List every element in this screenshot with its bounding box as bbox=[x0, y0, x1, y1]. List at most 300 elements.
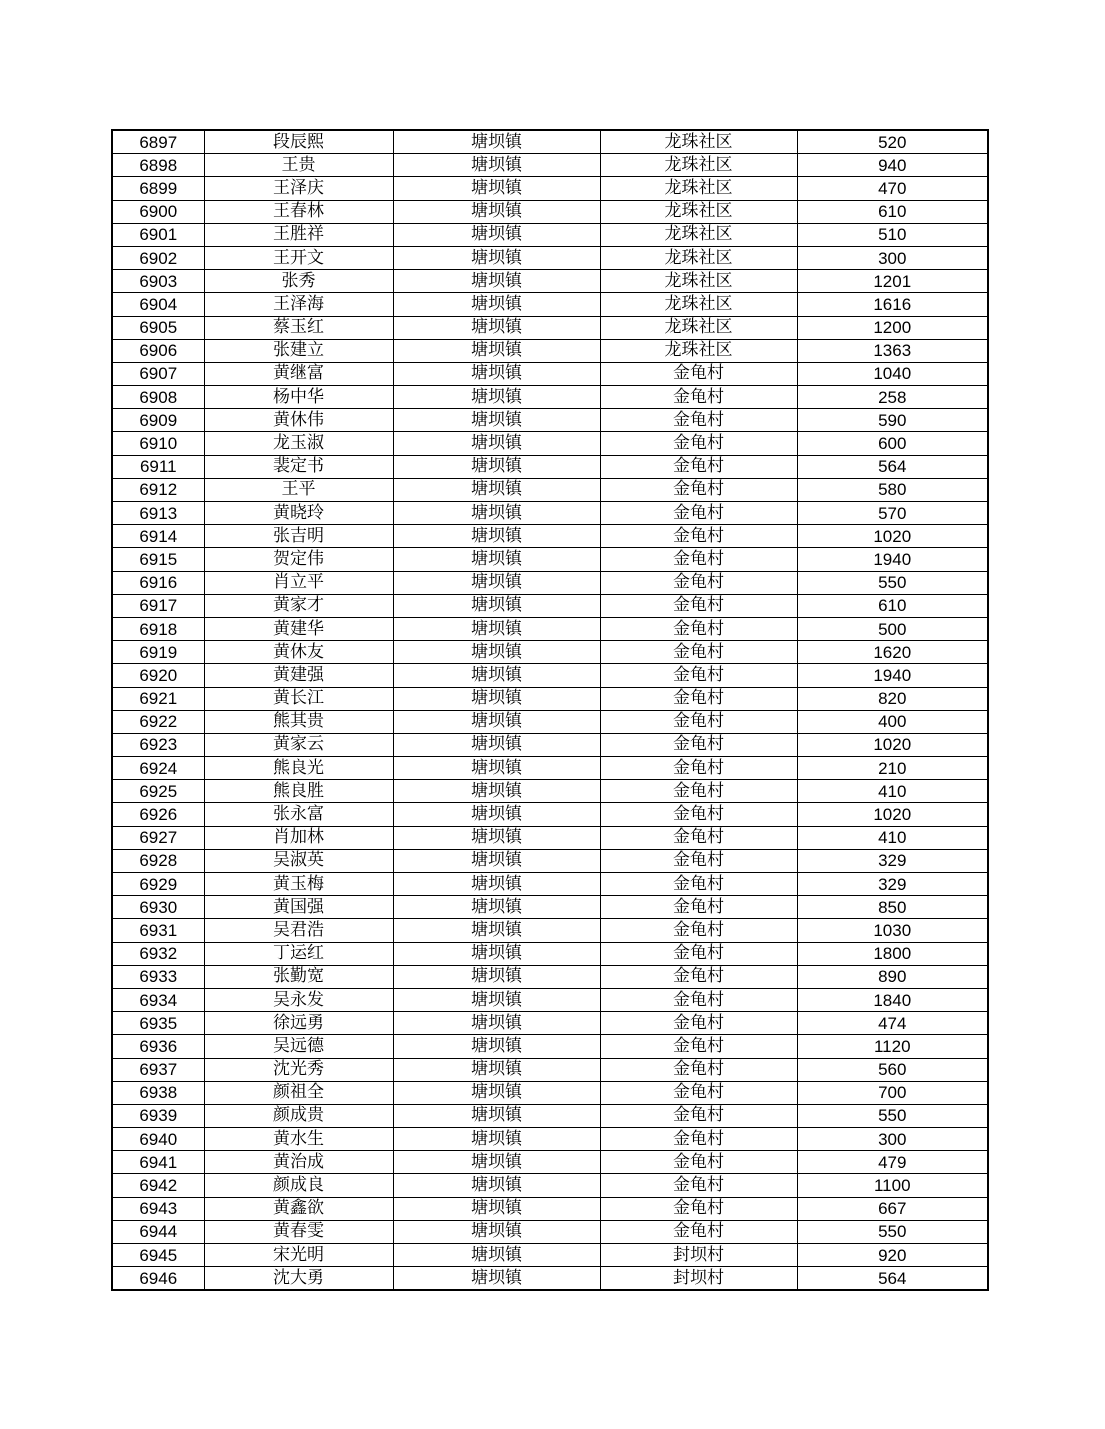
row-number-cell: 6913 bbox=[112, 502, 204, 525]
row-number-cell: 6924 bbox=[112, 757, 204, 780]
table-row bbox=[112, 1035, 988, 1058]
table-row bbox=[112, 1058, 988, 1081]
row-number-cell: 6922 bbox=[112, 710, 204, 733]
village-cell: 金龟村 bbox=[600, 849, 797, 872]
town-cell: 塘坝镇 bbox=[393, 594, 600, 617]
town-cell: 塘坝镇 bbox=[393, 873, 600, 896]
row-number-cell: 6942 bbox=[112, 1174, 204, 1197]
village-cell: 金龟村 bbox=[600, 733, 797, 756]
row-number-cell: 6910 bbox=[112, 432, 204, 455]
name-cell: 黄建华 bbox=[204, 617, 393, 640]
town-cell: 塘坝镇 bbox=[393, 223, 600, 246]
town-cell: 塘坝镇 bbox=[393, 641, 600, 664]
name-cell: 熊良光 bbox=[204, 757, 393, 780]
amount-cell: 850 bbox=[797, 896, 988, 919]
amount-cell: 600 bbox=[797, 432, 988, 455]
village-cell: 金龟村 bbox=[600, 710, 797, 733]
table-row bbox=[112, 200, 988, 223]
village-cell: 封坝村 bbox=[600, 1244, 797, 1267]
amount-cell: 570 bbox=[797, 502, 988, 525]
name-cell: 肖加林 bbox=[204, 826, 393, 849]
village-cell: 金龟村 bbox=[600, 455, 797, 478]
data-table bbox=[111, 129, 989, 1291]
amount-cell: 1201 bbox=[797, 270, 988, 293]
row-number-cell: 6914 bbox=[112, 525, 204, 548]
amount-cell: 258 bbox=[797, 386, 988, 409]
row-number-cell: 6911 bbox=[112, 455, 204, 478]
row-number-cell: 6939 bbox=[112, 1104, 204, 1127]
town-cell: 塘坝镇 bbox=[393, 548, 600, 571]
amount-cell: 700 bbox=[797, 1081, 988, 1104]
village-cell: 金龟村 bbox=[600, 1220, 797, 1243]
name-cell: 吴远德 bbox=[204, 1035, 393, 1058]
row-number-cell: 6941 bbox=[112, 1151, 204, 1174]
town-cell: 塘坝镇 bbox=[393, 386, 600, 409]
row-number-cell: 6938 bbox=[112, 1081, 204, 1104]
town-cell: 塘坝镇 bbox=[393, 1128, 600, 1151]
amount-cell: 1020 bbox=[797, 803, 988, 826]
town-cell: 塘坝镇 bbox=[393, 1174, 600, 1197]
table-row bbox=[112, 432, 988, 455]
row-number-cell: 6897 bbox=[112, 130, 204, 154]
amount-cell: 1800 bbox=[797, 942, 988, 965]
row-number-cell: 6932 bbox=[112, 942, 204, 965]
table-row bbox=[112, 1012, 988, 1035]
name-cell: 黄水生 bbox=[204, 1128, 393, 1151]
amount-cell: 920 bbox=[797, 1244, 988, 1267]
amount-cell: 510 bbox=[797, 223, 988, 246]
amount-cell: 610 bbox=[797, 594, 988, 617]
village-cell: 金龟村 bbox=[600, 1128, 797, 1151]
table-row bbox=[112, 293, 988, 316]
village-cell: 金龟村 bbox=[600, 1174, 797, 1197]
table-row bbox=[112, 571, 988, 594]
town-cell: 塘坝镇 bbox=[393, 525, 600, 548]
amount-cell: 300 bbox=[797, 1128, 988, 1151]
village-cell: 金龟村 bbox=[600, 502, 797, 525]
amount-cell: 1840 bbox=[797, 988, 988, 1011]
town-cell: 塘坝镇 bbox=[393, 1244, 600, 1267]
town-cell: 塘坝镇 bbox=[393, 849, 600, 872]
table-row bbox=[112, 316, 988, 339]
name-cell: 黄玉梅 bbox=[204, 873, 393, 896]
name-cell: 张吉明 bbox=[204, 525, 393, 548]
name-cell: 蔡玉红 bbox=[204, 316, 393, 339]
name-cell: 杨中华 bbox=[204, 386, 393, 409]
town-cell: 塘坝镇 bbox=[393, 1058, 600, 1081]
name-cell: 张秀 bbox=[204, 270, 393, 293]
village-cell: 龙珠社区 bbox=[600, 154, 797, 177]
table-row bbox=[112, 1151, 988, 1174]
table-row bbox=[112, 1128, 988, 1151]
town-cell: 塘坝镇 bbox=[393, 270, 600, 293]
table-row bbox=[112, 710, 988, 733]
table-row bbox=[112, 826, 988, 849]
town-cell: 塘坝镇 bbox=[393, 826, 600, 849]
village-cell: 金龟村 bbox=[600, 919, 797, 942]
name-cell: 黄晓玲 bbox=[204, 502, 393, 525]
town-cell: 塘坝镇 bbox=[393, 664, 600, 687]
village-cell: 龙珠社区 bbox=[600, 130, 797, 154]
table-row bbox=[112, 362, 988, 385]
table-row bbox=[112, 664, 988, 687]
row-number-cell: 6933 bbox=[112, 965, 204, 988]
table-row bbox=[112, 1197, 988, 1220]
village-cell: 金龟村 bbox=[600, 687, 797, 710]
town-cell: 塘坝镇 bbox=[393, 316, 600, 339]
amount-cell: 590 bbox=[797, 409, 988, 432]
village-cell: 金龟村 bbox=[600, 594, 797, 617]
town-cell: 塘坝镇 bbox=[393, 942, 600, 965]
village-cell: 金龟村 bbox=[600, 432, 797, 455]
row-number-cell: 6902 bbox=[112, 246, 204, 269]
row-number-cell: 6940 bbox=[112, 1128, 204, 1151]
row-number-cell: 6944 bbox=[112, 1220, 204, 1243]
amount-cell: 1620 bbox=[797, 641, 988, 664]
town-cell: 塘坝镇 bbox=[393, 478, 600, 501]
amount-cell: 329 bbox=[797, 873, 988, 896]
name-cell: 吴君浩 bbox=[204, 919, 393, 942]
amount-cell: 610 bbox=[797, 200, 988, 223]
table-row bbox=[112, 154, 988, 177]
name-cell: 黄治成 bbox=[204, 1151, 393, 1174]
table-row bbox=[112, 1267, 988, 1291]
table-row bbox=[112, 803, 988, 826]
village-cell: 金龟村 bbox=[600, 1058, 797, 1081]
town-cell: 塘坝镇 bbox=[393, 710, 600, 733]
amount-cell: 1020 bbox=[797, 733, 988, 756]
table-row bbox=[112, 409, 988, 432]
village-cell: 金龟村 bbox=[600, 757, 797, 780]
town-cell: 塘坝镇 bbox=[393, 1151, 600, 1174]
town-cell: 塘坝镇 bbox=[393, 687, 600, 710]
row-number-cell: 6916 bbox=[112, 571, 204, 594]
village-cell: 金龟村 bbox=[600, 780, 797, 803]
name-cell: 宋光明 bbox=[204, 1244, 393, 1267]
town-cell: 塘坝镇 bbox=[393, 780, 600, 803]
town-cell: 塘坝镇 bbox=[393, 200, 600, 223]
village-cell: 金龟村 bbox=[600, 873, 797, 896]
village-cell: 封坝村 bbox=[600, 1267, 797, 1291]
village-cell: 金龟村 bbox=[600, 409, 797, 432]
amount-cell: 1616 bbox=[797, 293, 988, 316]
name-cell: 贺定伟 bbox=[204, 548, 393, 571]
village-cell: 金龟村 bbox=[600, 826, 797, 849]
table-row bbox=[112, 386, 988, 409]
name-cell: 黄继富 bbox=[204, 362, 393, 385]
table-row bbox=[112, 478, 988, 501]
row-number-cell: 6925 bbox=[112, 780, 204, 803]
name-cell: 王胜祥 bbox=[204, 223, 393, 246]
village-cell: 龙珠社区 bbox=[600, 200, 797, 223]
town-cell: 塘坝镇 bbox=[393, 617, 600, 640]
name-cell: 沈光秀 bbox=[204, 1058, 393, 1081]
town-cell: 塘坝镇 bbox=[393, 130, 600, 154]
row-number-cell: 6920 bbox=[112, 664, 204, 687]
town-cell: 塘坝镇 bbox=[393, 1104, 600, 1127]
amount-cell: 1100 bbox=[797, 1174, 988, 1197]
village-cell: 龙珠社区 bbox=[600, 223, 797, 246]
town-cell: 塘坝镇 bbox=[393, 502, 600, 525]
town-cell: 塘坝镇 bbox=[393, 1081, 600, 1104]
village-cell: 金龟村 bbox=[600, 386, 797, 409]
amount-cell: 890 bbox=[797, 965, 988, 988]
name-cell: 王开文 bbox=[204, 246, 393, 269]
table-row bbox=[112, 641, 988, 664]
row-number-cell: 6927 bbox=[112, 826, 204, 849]
table-row bbox=[112, 177, 988, 200]
name-cell: 王贵 bbox=[204, 154, 393, 177]
village-cell: 金龟村 bbox=[600, 1151, 797, 1174]
row-number-cell: 6906 bbox=[112, 339, 204, 362]
row-number-cell: 6898 bbox=[112, 154, 204, 177]
name-cell: 段辰熙 bbox=[204, 130, 393, 154]
row-number-cell: 6919 bbox=[112, 641, 204, 664]
row-number-cell: 6935 bbox=[112, 1012, 204, 1035]
town-cell: 塘坝镇 bbox=[393, 919, 600, 942]
village-cell: 金龟村 bbox=[600, 1081, 797, 1104]
amount-cell: 210 bbox=[797, 757, 988, 780]
village-cell: 金龟村 bbox=[600, 1035, 797, 1058]
row-number-cell: 6918 bbox=[112, 617, 204, 640]
row-number-cell: 6917 bbox=[112, 594, 204, 617]
amount-cell: 550 bbox=[797, 1104, 988, 1127]
town-cell: 塘坝镇 bbox=[393, 177, 600, 200]
row-number-cell: 6905 bbox=[112, 316, 204, 339]
amount-cell: 474 bbox=[797, 1012, 988, 1035]
amount-cell: 550 bbox=[797, 1220, 988, 1243]
name-cell: 徐远勇 bbox=[204, 1012, 393, 1035]
village-cell: 金龟村 bbox=[600, 965, 797, 988]
town-cell: 塘坝镇 bbox=[393, 1220, 600, 1243]
village-cell: 金龟村 bbox=[600, 617, 797, 640]
table-row bbox=[112, 780, 988, 803]
table-row bbox=[112, 919, 988, 942]
amount-cell: 1940 bbox=[797, 664, 988, 687]
row-number-cell: 6907 bbox=[112, 362, 204, 385]
table-row bbox=[112, 246, 988, 269]
village-cell: 金龟村 bbox=[600, 571, 797, 594]
name-cell: 裴定书 bbox=[204, 455, 393, 478]
village-cell: 金龟村 bbox=[600, 988, 797, 1011]
village-cell: 龙珠社区 bbox=[600, 270, 797, 293]
name-cell: 黄国强 bbox=[204, 896, 393, 919]
row-number-cell: 6929 bbox=[112, 873, 204, 896]
amount-cell: 300 bbox=[797, 246, 988, 269]
name-cell: 黄家才 bbox=[204, 594, 393, 617]
village-cell: 金龟村 bbox=[600, 548, 797, 571]
amount-cell: 1940 bbox=[797, 548, 988, 571]
row-number-cell: 6901 bbox=[112, 223, 204, 246]
village-cell: 金龟村 bbox=[600, 1012, 797, 1035]
row-number-cell: 6904 bbox=[112, 293, 204, 316]
town-cell: 塘坝镇 bbox=[393, 362, 600, 385]
name-cell: 王泽庆 bbox=[204, 177, 393, 200]
amount-cell: 1030 bbox=[797, 919, 988, 942]
amount-cell: 1200 bbox=[797, 316, 988, 339]
name-cell: 熊其贵 bbox=[204, 710, 393, 733]
amount-cell: 564 bbox=[797, 1267, 988, 1291]
table-row bbox=[112, 1174, 988, 1197]
town-cell: 塘坝镇 bbox=[393, 455, 600, 478]
town-cell: 塘坝镇 bbox=[393, 432, 600, 455]
village-cell: 金龟村 bbox=[600, 1104, 797, 1127]
town-cell: 塘坝镇 bbox=[393, 1267, 600, 1291]
table-row bbox=[112, 594, 988, 617]
table-row bbox=[112, 1220, 988, 1243]
table-row bbox=[112, 1104, 988, 1127]
town-cell: 塘坝镇 bbox=[393, 896, 600, 919]
row-number-cell: 6909 bbox=[112, 409, 204, 432]
amount-cell: 1020 bbox=[797, 525, 988, 548]
name-cell: 黄建强 bbox=[204, 664, 393, 687]
row-number-cell: 6936 bbox=[112, 1035, 204, 1058]
amount-cell: 560 bbox=[797, 1058, 988, 1081]
row-number-cell: 6934 bbox=[112, 988, 204, 1011]
village-cell: 金龟村 bbox=[600, 478, 797, 501]
table-row bbox=[112, 1081, 988, 1104]
village-cell: 金龟村 bbox=[600, 942, 797, 965]
table-body bbox=[112, 130, 988, 1290]
table-row bbox=[112, 988, 988, 1011]
amount-cell: 550 bbox=[797, 571, 988, 594]
table-row bbox=[112, 617, 988, 640]
table-row bbox=[112, 965, 988, 988]
table-row bbox=[112, 849, 988, 872]
table-row bbox=[112, 733, 988, 756]
name-cell: 颜成良 bbox=[204, 1174, 393, 1197]
village-cell: 龙珠社区 bbox=[600, 246, 797, 269]
name-cell: 龙玉淑 bbox=[204, 432, 393, 455]
amount-cell: 820 bbox=[797, 687, 988, 710]
table-row bbox=[112, 896, 988, 919]
row-number-cell: 6912 bbox=[112, 478, 204, 501]
village-cell: 金龟村 bbox=[600, 803, 797, 826]
row-number-cell: 6937 bbox=[112, 1058, 204, 1081]
amount-cell: 500 bbox=[797, 617, 988, 640]
name-cell: 张建立 bbox=[204, 339, 393, 362]
name-cell: 黄休友 bbox=[204, 641, 393, 664]
town-cell: 塘坝镇 bbox=[393, 1197, 600, 1220]
town-cell: 塘坝镇 bbox=[393, 293, 600, 316]
table-row bbox=[112, 502, 988, 525]
name-cell: 丁运红 bbox=[204, 942, 393, 965]
village-cell: 龙珠社区 bbox=[600, 293, 797, 316]
name-cell: 颜成贵 bbox=[204, 1104, 393, 1127]
village-cell: 金龟村 bbox=[600, 641, 797, 664]
table-row bbox=[112, 270, 988, 293]
town-cell: 塘坝镇 bbox=[393, 339, 600, 362]
amount-cell: 470 bbox=[797, 177, 988, 200]
row-number-cell: 6928 bbox=[112, 849, 204, 872]
table-row bbox=[112, 548, 988, 571]
name-cell: 黄长江 bbox=[204, 687, 393, 710]
town-cell: 塘坝镇 bbox=[393, 1035, 600, 1058]
table-row bbox=[112, 455, 988, 478]
row-number-cell: 6931 bbox=[112, 919, 204, 942]
amount-cell: 940 bbox=[797, 154, 988, 177]
town-cell: 塘坝镇 bbox=[393, 988, 600, 1011]
row-number-cell: 6923 bbox=[112, 733, 204, 756]
town-cell: 塘坝镇 bbox=[393, 965, 600, 988]
town-cell: 塘坝镇 bbox=[393, 757, 600, 780]
amount-cell: 410 bbox=[797, 826, 988, 849]
town-cell: 塘坝镇 bbox=[393, 733, 600, 756]
amount-cell: 479 bbox=[797, 1151, 988, 1174]
amount-cell: 1120 bbox=[797, 1035, 988, 1058]
table-row bbox=[112, 687, 988, 710]
name-cell: 王春林 bbox=[204, 200, 393, 223]
town-cell: 塘坝镇 bbox=[393, 1012, 600, 1035]
village-cell: 金龟村 bbox=[600, 362, 797, 385]
name-cell: 颜祖全 bbox=[204, 1081, 393, 1104]
amount-cell: 1363 bbox=[797, 339, 988, 362]
village-cell: 金龟村 bbox=[600, 896, 797, 919]
row-number-cell: 6908 bbox=[112, 386, 204, 409]
village-cell: 金龟村 bbox=[600, 1197, 797, 1220]
table-row bbox=[112, 130, 988, 154]
amount-cell: 564 bbox=[797, 455, 988, 478]
town-cell: 塘坝镇 bbox=[393, 803, 600, 826]
name-cell: 肖立平 bbox=[204, 571, 393, 594]
name-cell: 黄鑫欲 bbox=[204, 1197, 393, 1220]
name-cell: 黄休伟 bbox=[204, 409, 393, 432]
village-cell: 金龟村 bbox=[600, 664, 797, 687]
name-cell: 沈大勇 bbox=[204, 1267, 393, 1291]
town-cell: 塘坝镇 bbox=[393, 246, 600, 269]
amount-cell: 1040 bbox=[797, 362, 988, 385]
row-number-cell: 6903 bbox=[112, 270, 204, 293]
amount-cell: 667 bbox=[797, 1197, 988, 1220]
table-row bbox=[112, 942, 988, 965]
amount-cell: 400 bbox=[797, 710, 988, 733]
name-cell: 黄家云 bbox=[204, 733, 393, 756]
name-cell: 黄春雯 bbox=[204, 1220, 393, 1243]
name-cell: 熊良胜 bbox=[204, 780, 393, 803]
row-number-cell: 6943 bbox=[112, 1197, 204, 1220]
village-cell: 龙珠社区 bbox=[600, 316, 797, 339]
table-row bbox=[112, 873, 988, 896]
name-cell: 王平 bbox=[204, 478, 393, 501]
row-number-cell: 6900 bbox=[112, 200, 204, 223]
table-row bbox=[112, 1244, 988, 1267]
amount-cell: 329 bbox=[797, 849, 988, 872]
village-cell: 龙珠社区 bbox=[600, 177, 797, 200]
row-number-cell: 6921 bbox=[112, 687, 204, 710]
amount-cell: 520 bbox=[797, 130, 988, 154]
row-number-cell: 6899 bbox=[112, 177, 204, 200]
town-cell: 塘坝镇 bbox=[393, 409, 600, 432]
name-cell: 张永富 bbox=[204, 803, 393, 826]
name-cell: 张勤宽 bbox=[204, 965, 393, 988]
name-cell: 吴淑英 bbox=[204, 849, 393, 872]
table-row bbox=[112, 339, 988, 362]
row-number-cell: 6945 bbox=[112, 1244, 204, 1267]
row-number-cell: 6926 bbox=[112, 803, 204, 826]
row-number-cell: 6946 bbox=[112, 1267, 204, 1291]
amount-cell: 410 bbox=[797, 780, 988, 803]
town-cell: 塘坝镇 bbox=[393, 571, 600, 594]
amount-cell: 580 bbox=[797, 478, 988, 501]
village-cell: 龙珠社区 bbox=[600, 339, 797, 362]
table-row bbox=[112, 223, 988, 246]
row-number-cell: 6915 bbox=[112, 548, 204, 571]
name-cell: 吴永发 bbox=[204, 988, 393, 1011]
table-row bbox=[112, 757, 988, 780]
name-cell: 王泽海 bbox=[204, 293, 393, 316]
row-number-cell: 6930 bbox=[112, 896, 204, 919]
village-cell: 金龟村 bbox=[600, 525, 797, 548]
